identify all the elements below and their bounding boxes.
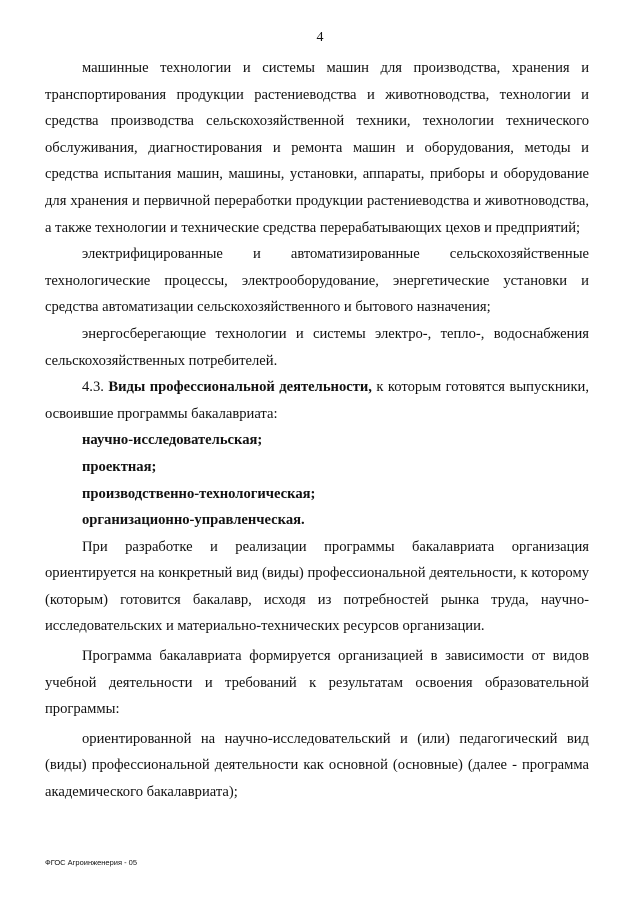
list-item: производственно-технологическая; xyxy=(82,485,316,502)
paragraph-academic-bachelor: ориентированной на научно-исследовательский и (или) педагогический вид (виды) профессиональной деятельности как основной (основные) (далее - программа академического бакалавриата); xyxy=(45,730,589,801)
document-body xyxy=(45,55,589,806)
list-item: научно-исследовательская; xyxy=(82,432,263,449)
section-number: 4.3. xyxy=(82,379,104,396)
paragraph-objects-electrification: электрифицированные и автоматизированные сельскохозяйственные технологические процессы, электрооборудование, энергетические установки и средства автоматизации сельскохозяйственного и бытового назначения; xyxy=(45,246,589,316)
section-heading: Виды профессиональной деятельности, xyxy=(108,379,372,396)
paragraph-section-4-3 xyxy=(45,374,589,427)
list-item: организационно-управленческая. xyxy=(82,512,305,529)
activity-types-list xyxy=(45,427,589,533)
footer-standard-code: ФГОС Агроинженерия - 05 xyxy=(45,858,138,867)
list-item: проектная; xyxy=(82,458,157,475)
section-text: к которым готовятся выпускники, освоившие программы бакалавриата: xyxy=(45,379,589,422)
paragraph-development: При разработке и реализации программы бакалавриата организация ориентируется на конкретный вид (виды) профессиональной деятельности, к которому (которым) готовится бакалавр, исходя из потребностей рынка труда, научно-исследовательских и материально-технических ресурсов организации. xyxy=(45,538,589,635)
paragraph-program-formation: Программа бакалавриата формируется организацией в зависимости от видов учебной деятельности и требований к результатам освоения образовательной программы: xyxy=(45,648,589,718)
paragraph-objects-machinery: машинные технологии и системы машин для производства, хранения и транспортирования продукции растениеводства и животноводства, технологии и средства производства сельскохозяйственной техники, технологии технического обслуживания, диагностирования и ремонта машин и оборудования, методы и средства испытания машин, машины, установки, аппараты, приборы и оборудование для хранения и первичной переработки продукции растениеводства и животноводства, а также технологии и технические средства перерабатывающих цехов и предприятий; xyxy=(45,60,589,236)
page-number: 4 xyxy=(316,30,324,45)
paragraph-objects-energy: энергосберегающие технологии и системы электро-, тепло-, водоснабжения сельскохозяйственных потребителей. xyxy=(45,325,589,369)
